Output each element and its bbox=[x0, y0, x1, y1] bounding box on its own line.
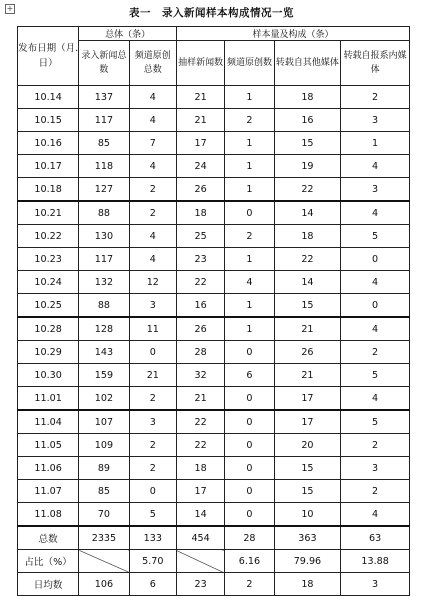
cell-reprint-other: 22 bbox=[274, 178, 341, 202]
cell-reprint-internal: 3 bbox=[341, 457, 410, 480]
cell-reprint-other: 15 bbox=[274, 457, 341, 480]
cell-summary-label: 总数 bbox=[18, 526, 79, 550]
cell-reprint-internal: 4 bbox=[341, 387, 410, 411]
cell-sampled-news: 23 bbox=[176, 248, 224, 271]
table-title: 表一 录入新闻样本构成情况一览 bbox=[129, 7, 294, 19]
cell-original-count: 0 bbox=[225, 457, 274, 480]
table-row bbox=[18, 86, 410, 109]
cell-sampled-news: 454 bbox=[176, 526, 224, 550]
cell-reprint-internal: 0 bbox=[341, 248, 410, 271]
cell-original-count: 0 bbox=[225, 341, 274, 364]
cell-total-news: 117 bbox=[79, 248, 129, 271]
cell-reprint-internal: 13.88 bbox=[341, 550, 410, 573]
cell-date: 11.06 bbox=[18, 457, 79, 480]
cell-original-total: 4 bbox=[129, 248, 176, 271]
table-row bbox=[18, 132, 410, 155]
cell-sampled-news: 17 bbox=[176, 480, 224, 503]
cell-original-count: 6.16 bbox=[225, 550, 274, 573]
cell-reprint-internal: 2 bbox=[341, 434, 410, 457]
cell-date: 10.24 bbox=[18, 271, 79, 294]
cell-original-total: 3 bbox=[129, 294, 176, 318]
cell-original-count: 0 bbox=[225, 480, 274, 503]
cell-original-count: 2 bbox=[225, 225, 274, 248]
cell-reprint-other: 18 bbox=[274, 573, 341, 596]
cell-total-news: 106 bbox=[79, 573, 129, 596]
cell-date: 11.01 bbox=[18, 387, 79, 411]
cell-original-count: 0 bbox=[225, 410, 274, 434]
cell-sampled-news: 16 bbox=[176, 294, 224, 318]
cell-reprint-other: 15 bbox=[274, 294, 341, 318]
cell-date: 11.08 bbox=[18, 503, 79, 527]
cell-reprint-internal: 2 bbox=[341, 86, 410, 109]
cell-original-total: 11 bbox=[129, 317, 176, 341]
table-row bbox=[18, 503, 410, 527]
cell-original-count: 6 bbox=[225, 364, 274, 387]
cell-total-news: 2335 bbox=[79, 526, 129, 550]
cell-date: 10.23 bbox=[18, 248, 79, 271]
cell-original-count: 1 bbox=[225, 294, 274, 318]
cell-reprint-internal: 4 bbox=[341, 317, 410, 341]
cell-reprint-other: 18 bbox=[274, 86, 341, 109]
cell-diagonal-empty bbox=[79, 550, 129, 573]
cell-date: 11.05 bbox=[18, 434, 79, 457]
cell-reprint-other: 17 bbox=[274, 410, 341, 434]
cell-original-total: 2 bbox=[129, 387, 176, 411]
cell-date: 10.29 bbox=[18, 341, 79, 364]
cell-reprint-other: 20 bbox=[274, 434, 341, 457]
table-row bbox=[18, 457, 410, 480]
table-row bbox=[18, 248, 410, 271]
header-original-total: 频道原创总数 bbox=[129, 41, 176, 86]
cell-reprint-other: 10 bbox=[274, 503, 341, 527]
cell-original-total: 2 bbox=[129, 457, 176, 480]
cell-original-total: 4 bbox=[129, 86, 176, 109]
cell-total-news: 159 bbox=[79, 364, 129, 387]
cell-total-news: 109 bbox=[79, 434, 129, 457]
header-original-count: 频道原创数 bbox=[225, 41, 274, 86]
cell-sampled-news: 28 bbox=[176, 341, 224, 364]
cell-summary-label: 占比（%） bbox=[18, 550, 79, 573]
cell-reprint-internal: 4 bbox=[341, 271, 410, 294]
cell-original-count: 4 bbox=[225, 271, 274, 294]
cell-original-total: 5.70 bbox=[129, 550, 176, 573]
header-total-news: 录入新闻总数 bbox=[79, 41, 129, 86]
cell-total-news: 70 bbox=[79, 503, 129, 527]
cell-original-total: 4 bbox=[129, 155, 176, 178]
cell-reprint-other: 15 bbox=[274, 132, 341, 155]
table-row bbox=[18, 410, 410, 434]
cell-original-total: 3 bbox=[129, 410, 176, 434]
header-group-total: 总体（条） bbox=[79, 27, 177, 41]
cell-reprint-internal: 3 bbox=[341, 109, 410, 132]
table-row bbox=[18, 480, 410, 503]
cell-total-news: 127 bbox=[79, 178, 129, 202]
cell-sampled-news: 23 bbox=[176, 573, 224, 596]
cell-original-count: 0 bbox=[225, 387, 274, 411]
table-row bbox=[18, 434, 410, 457]
cell-reprint-other: 17 bbox=[274, 387, 341, 411]
cell-original-count: 2 bbox=[225, 109, 274, 132]
cell-reprint-other: 22 bbox=[274, 248, 341, 271]
cell-date: 10.16 bbox=[18, 132, 79, 155]
summary-row bbox=[18, 550, 410, 573]
cell-total-news: 117 bbox=[79, 109, 129, 132]
cell-total-news: 107 bbox=[79, 410, 129, 434]
cell-original-total: 21 bbox=[129, 364, 176, 387]
cell-sampled-news: 22 bbox=[176, 410, 224, 434]
cell-reprint-other: 79.96 bbox=[274, 550, 341, 573]
cell-original-count: 1 bbox=[225, 132, 274, 155]
cell-reprint-other: 16 bbox=[274, 109, 341, 132]
cell-original-count: 0 bbox=[225, 201, 274, 225]
summary-row bbox=[18, 573, 410, 596]
cell-total-news: 143 bbox=[79, 341, 129, 364]
cell-sampled-news: 25 bbox=[176, 225, 224, 248]
cell-total-news: 89 bbox=[79, 457, 129, 480]
cell-reprint-internal: 4 bbox=[341, 155, 410, 178]
cell-date: 10.21 bbox=[18, 201, 79, 225]
cell-date: 11.07 bbox=[18, 480, 79, 503]
cell-reprint-internal: 5 bbox=[341, 410, 410, 434]
cell-original-total: 133 bbox=[129, 526, 176, 550]
cell-reprint-internal: 4 bbox=[341, 503, 410, 527]
cell-date: 10.22 bbox=[18, 225, 79, 248]
cell-total-news: 102 bbox=[79, 387, 129, 411]
cell-reprint-other: 19 bbox=[274, 155, 341, 178]
cell-original-total: 7 bbox=[129, 132, 176, 155]
cell-date: 10.28 bbox=[18, 317, 79, 341]
cell-reprint-other: 21 bbox=[274, 317, 341, 341]
cell-sampled-news: 18 bbox=[176, 457, 224, 480]
cell-total-news: 137 bbox=[79, 86, 129, 109]
cell-reprint-internal: 1 bbox=[341, 132, 410, 155]
cell-reprint-other: 14 bbox=[274, 271, 341, 294]
cell-original-count: 0 bbox=[225, 434, 274, 457]
cell-original-total: 0 bbox=[129, 480, 176, 503]
cell-sampled-news: 24 bbox=[176, 155, 224, 178]
cell-sampled-news: 26 bbox=[176, 178, 224, 202]
cell-reprint-other: 14 bbox=[274, 201, 341, 225]
table-row bbox=[18, 294, 410, 318]
cell-original-total: 6 bbox=[129, 573, 176, 596]
header-sampled-news: 抽样新闻数 bbox=[176, 41, 224, 86]
table-row bbox=[18, 271, 410, 294]
cell-sampled-news: 32 bbox=[176, 364, 224, 387]
table-row bbox=[18, 341, 410, 364]
table-row bbox=[18, 201, 410, 225]
cell-original-total: 4 bbox=[129, 109, 176, 132]
cell-reprint-internal: 0 bbox=[341, 294, 410, 318]
cell-sampled-news: 21 bbox=[176, 109, 224, 132]
cell-date: 10.25 bbox=[18, 294, 79, 318]
table-row bbox=[18, 225, 410, 248]
cell-total-news: 88 bbox=[79, 294, 129, 318]
cell-reprint-other: 26 bbox=[274, 341, 341, 364]
cell-sampled-news: 21 bbox=[176, 387, 224, 411]
header-reprint-internal: 转载自报系内媒体 bbox=[341, 41, 410, 86]
cell-total-news: 85 bbox=[79, 480, 129, 503]
cell-reprint-internal: 5 bbox=[341, 225, 410, 248]
cell-original-total: 4 bbox=[129, 225, 176, 248]
cell-sampled-news: 22 bbox=[176, 271, 224, 294]
cell-reprint-internal: 2 bbox=[341, 341, 410, 364]
table-move-handle-icon[interactable]: + bbox=[6, 4, 14, 13]
cell-reprint-other: 15 bbox=[274, 480, 341, 503]
cell-date: 10.17 bbox=[18, 155, 79, 178]
cell-sampled-news: 21 bbox=[176, 86, 224, 109]
cell-original-total: 5 bbox=[129, 503, 176, 527]
cell-total-news: 128 bbox=[79, 317, 129, 341]
table-row bbox=[18, 364, 410, 387]
cell-total-news: 88 bbox=[79, 201, 129, 225]
cell-reprint-other: 21 bbox=[274, 364, 341, 387]
header-publish-date: 发布日期（月.日） bbox=[18, 27, 79, 86]
cell-summary-label: 日均数 bbox=[18, 573, 79, 596]
cell-original-total: 0 bbox=[129, 341, 176, 364]
cell-original-count: 1 bbox=[225, 178, 274, 202]
cell-date: 10.30 bbox=[18, 364, 79, 387]
cell-reprint-internal: 2 bbox=[341, 480, 410, 503]
cell-sampled-news: 17 bbox=[176, 132, 224, 155]
cell-original-count: 1 bbox=[225, 317, 274, 341]
cell-sampled-news: 26 bbox=[176, 317, 224, 341]
cell-total-news: 85 bbox=[79, 132, 129, 155]
cell-date: 10.18 bbox=[18, 178, 79, 202]
header-reprint-other: 转载自其他媒体 bbox=[274, 41, 341, 86]
cell-reprint-internal: 63 bbox=[341, 526, 410, 550]
cell-reprint-internal: 3 bbox=[341, 178, 410, 202]
cell-original-count: 0 bbox=[225, 503, 274, 527]
table-body bbox=[18, 86, 410, 596]
table-row bbox=[18, 178, 410, 202]
cell-original-count: 1 bbox=[225, 155, 274, 178]
cell-total-news: 130 bbox=[79, 225, 129, 248]
header-group-sample: 样本量及构成（条） bbox=[176, 27, 409, 41]
sample-composition-table bbox=[17, 26, 410, 596]
cell-original-total: 2 bbox=[129, 178, 176, 202]
cell-reprint-internal: 3 bbox=[341, 573, 410, 596]
cell-reprint-internal: 4 bbox=[341, 201, 410, 225]
cell-date: 10.14 bbox=[18, 86, 79, 109]
cell-total-news: 132 bbox=[79, 271, 129, 294]
cell-sampled-news: 14 bbox=[176, 503, 224, 527]
cell-original-count: 1 bbox=[225, 248, 274, 271]
table-row bbox=[18, 387, 410, 411]
table-row bbox=[18, 155, 410, 178]
cell-reprint-other: 18 bbox=[274, 225, 341, 248]
cell-original-count: 1 bbox=[225, 86, 274, 109]
table-row bbox=[18, 109, 410, 132]
summary-row bbox=[18, 526, 410, 550]
cell-reprint-other: 363 bbox=[274, 526, 341, 550]
cell-sampled-news: 22 bbox=[176, 434, 224, 457]
cell-original-total: 2 bbox=[129, 201, 176, 225]
cell-original-total: 12 bbox=[129, 271, 176, 294]
cell-original-count: 28 bbox=[225, 526, 274, 550]
cell-date: 11.04 bbox=[18, 410, 79, 434]
cell-sampled-news: 18 bbox=[176, 201, 224, 225]
cell-original-total: 2 bbox=[129, 434, 176, 457]
table-row bbox=[18, 317, 410, 341]
cell-reprint-internal: 5 bbox=[341, 364, 410, 387]
cell-date: 10.15 bbox=[18, 109, 79, 132]
cell-total-news: 118 bbox=[79, 155, 129, 178]
cell-diagonal-empty bbox=[176, 550, 224, 573]
cell-original-count: 2 bbox=[225, 573, 274, 596]
